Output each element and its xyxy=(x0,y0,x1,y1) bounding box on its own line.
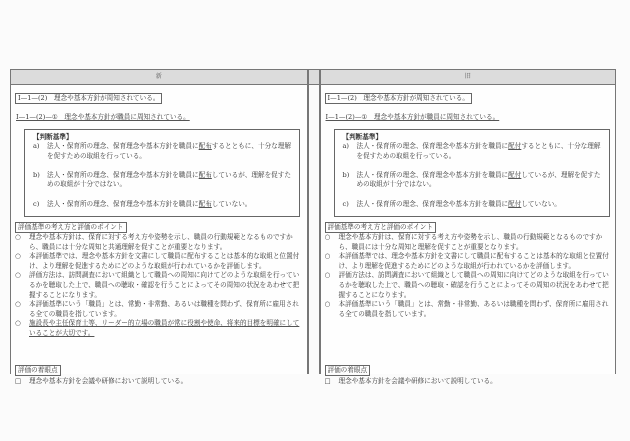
item-title xyxy=(325,93,472,104)
item-title xyxy=(15,93,162,104)
point-text: 理念や基本方針は、保育に対する考え方や姿勢を示し、職員の行動規範となるものですから、職員には十分な周知と理解を促すことが重要となります。 xyxy=(338,233,603,251)
criteria-marker: c) xyxy=(342,199,349,208)
point-text: 施設長や主任保育士等、リーダー的立場の職員が常に役割や使命、将来的目標を明確にしていることが大切です。 xyxy=(29,319,300,337)
point-item xyxy=(325,252,611,271)
criteria-marker: b) xyxy=(33,170,40,179)
bullet-marker: ○ xyxy=(15,271,21,280)
criteria-item xyxy=(343,142,603,161)
bullet-marker: ○ xyxy=(324,271,331,280)
judgment-criteria-box xyxy=(24,129,300,217)
point-text: 評価方法は、訪問調査において組織として職員への周知に向けてどのような取組を行っているかを聴取した上で、職員への聴取・確認を行うことによってその周知の状況をあわせて把握することになります。 xyxy=(29,271,300,299)
changed-word: 配布 xyxy=(198,170,212,179)
evaluation-viewpoints xyxy=(325,365,611,387)
evaluation-viewpoints xyxy=(15,365,301,387)
point-text: 理念や基本方針は、保育に対する考え方や姿勢を示し、職員の行動規範となるものですから、職員には十分な周知と共通理解を促すことが重要となります。 xyxy=(29,233,293,251)
criteria-text: していない。 xyxy=(521,199,561,208)
criteria-text: するとともに、十分な理解を促すための取組を行っている。 xyxy=(356,142,601,160)
judgment-criteria-box xyxy=(334,129,610,217)
item-title-text: Ⅰ—1—(2) 理念や基本方針が周知されている。 xyxy=(15,93,162,104)
criteria-text: していない。 xyxy=(211,199,252,208)
criteria-text: するとともに、十分な理解を促すための取組を行っている。 xyxy=(47,142,291,160)
changed-word: 配付 xyxy=(508,142,522,150)
column-header-new: 新 xyxy=(11,70,307,85)
changed-word: 配付 xyxy=(508,170,522,179)
column-old xyxy=(320,69,617,385)
evaluation-points xyxy=(325,222,611,319)
point-item xyxy=(325,233,611,252)
comparison-table xyxy=(10,69,616,385)
criteria-marker: a) xyxy=(342,142,350,150)
sub-item-title: Ⅰ—1—(2)—① 理念や基本方針が職員に周知されている。 xyxy=(325,113,500,121)
criteria-marker: b) xyxy=(342,170,350,179)
point-item xyxy=(15,233,301,252)
criteria-text: 法人・保育所の理念、保育理念や基本方針を職員に xyxy=(47,142,199,150)
item-title-text: Ⅰ—1—(2) 理念や基本方針が周知されている。 xyxy=(325,93,472,104)
column-header-old: 旧 xyxy=(321,70,616,85)
criteria-text: 法人・保育所の理念、保育理念や基本方針を職員に xyxy=(356,142,509,150)
point-text: 本評価基準にいう「職員」とは、常勤・非常勤、あるいは職種を問わず、保育所に雇用される全ての職員を指しています。 xyxy=(29,300,299,318)
point-item xyxy=(15,252,301,271)
sub-item-title: Ⅰ—1—(2)—① 理念や基本方針が職員に周知されている。 xyxy=(16,113,190,121)
evaluation-points xyxy=(15,222,301,339)
divider-header xyxy=(308,70,320,85)
viewpoint-text: 理念や基本方針を会議や研修において説明している。 xyxy=(338,377,497,385)
criteria-text: しているが、理解を促すための取組が十分ではない。 xyxy=(356,170,601,189)
changed-word: 配付 xyxy=(508,199,522,208)
point-item xyxy=(15,271,301,300)
bullet-marker: ○ xyxy=(15,233,21,241)
criteria-text: 法人・保育所の理念、保育理念や基本方針を職員に xyxy=(356,199,509,208)
criteria-title: 【判断基準】 xyxy=(33,133,73,141)
points-title: 評価基準の考え方と評価のポイント xyxy=(325,222,437,233)
bullet-marker: ○ xyxy=(15,319,21,328)
point-text: 本評価基準にいう「職員」とは、常勤・非常勤、あるいは職種を問わず、保育所に雇用される全ての職員を指しています。 xyxy=(338,300,609,318)
criteria-marker: c) xyxy=(33,199,40,208)
points-title: 評価基準の考え方と評価のポイント xyxy=(15,222,127,233)
criteria-item xyxy=(33,171,293,190)
point-item xyxy=(325,300,611,319)
viewpoints-title: 評価の着眼点 xyxy=(325,365,371,376)
bullet-marker: ○ xyxy=(15,252,21,261)
checkbox-icon: □ xyxy=(15,377,22,385)
point-text: 本評価基準では、理念や基本方針を文書にして職員に配布することは基本的な取組と位置付け、より理解を促進するためにどのような取組が行われているかを評価します。 xyxy=(29,252,300,270)
bullet-marker: ○ xyxy=(324,300,331,309)
bullet-marker: ○ xyxy=(15,300,21,309)
column-divider xyxy=(308,69,320,374)
criteria-text: 法人・保育所の理念、保育理念や基本方針を職員に xyxy=(47,170,199,179)
criteria-item xyxy=(33,142,293,161)
criteria-title: 【判断基準】 xyxy=(342,133,383,141)
viewpoint-item xyxy=(325,377,611,387)
point-text: 本評価基準では、理念や基本方針を文書にして職員に配布することは基本的な取組と位置付け、より理解を促進するためにどのような取組が行われているかを評価します。 xyxy=(338,252,609,270)
criteria-item xyxy=(343,171,603,190)
viewpoints-title: 評価の着眼点 xyxy=(15,365,61,376)
criteria-text: 法人・保育所の理念、保育理念や基本方針を職員に xyxy=(47,199,199,208)
criteria-text: しているが、理解を促すための取組が十分ではない。 xyxy=(47,170,291,189)
checkbox-icon: □ xyxy=(324,377,331,385)
viewpoint-item xyxy=(15,377,301,387)
bullet-marker: ○ xyxy=(324,252,331,261)
criteria-item xyxy=(343,200,603,210)
column-new xyxy=(10,69,308,385)
point-item xyxy=(15,300,301,319)
point-item xyxy=(325,271,611,300)
criteria-marker: a) xyxy=(33,142,40,150)
criteria-item xyxy=(33,200,293,210)
criteria-text: 法人・保育所の理念、保育理念や基本方針を職員に xyxy=(356,170,509,179)
changed-word: 配布 xyxy=(198,199,212,208)
bullet-marker: ○ xyxy=(324,233,331,241)
viewpoint-text: 理念や基本方針を会議や研修において説明している。 xyxy=(29,377,188,385)
point-item-added xyxy=(15,319,301,338)
point-text: 評価方法は、訪問調査において組織として職員への周知に向けてどのような取組を行っているかを聴取した上で、職員への聴取・確認を行うことによってその周知の状況をあわせて把握することになります。 xyxy=(338,271,609,299)
changed-word: 配布 xyxy=(198,142,212,150)
